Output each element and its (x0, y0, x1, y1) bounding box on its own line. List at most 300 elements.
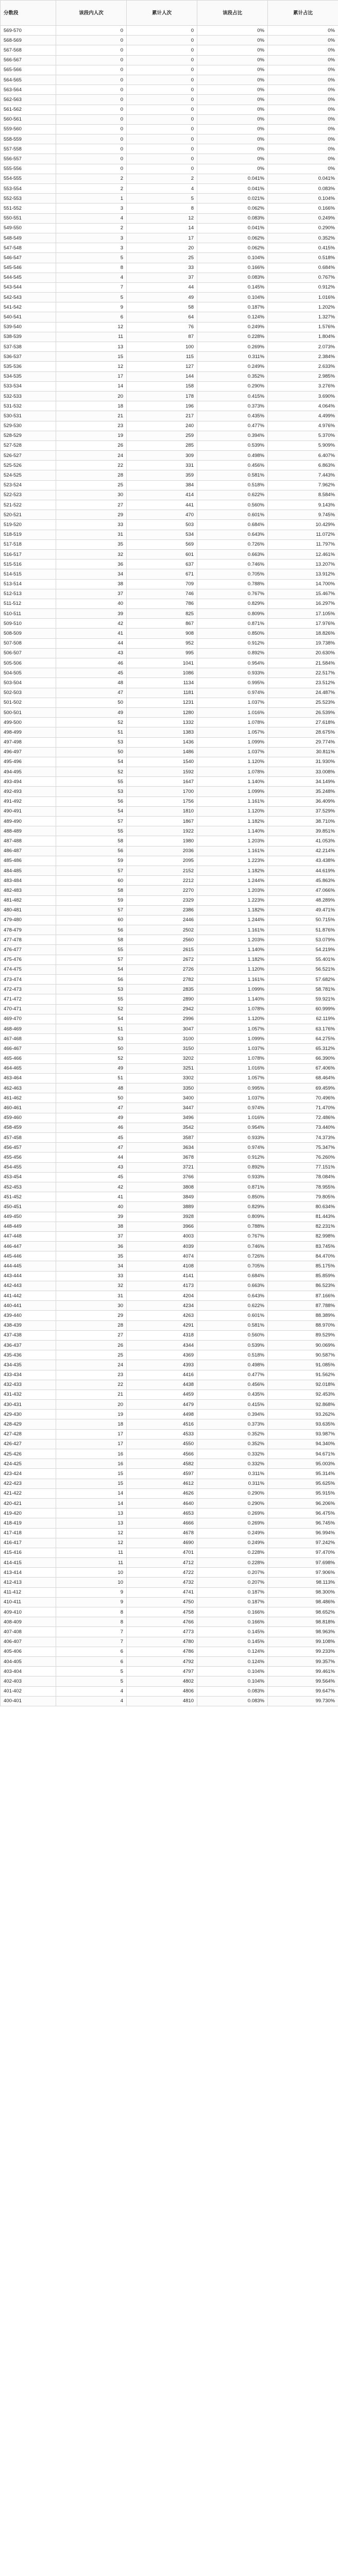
segment-count-cell: 38 (56, 579, 127, 589)
segment-count-cell: 52 (56, 1004, 127, 1014)
cumulative-share-cell: 99.461% (268, 1667, 338, 1676)
table-row (1, 1568, 338, 1578)
cumulative-share-cell: 36.409% (268, 796, 338, 806)
segment-share-cell: 0% (197, 105, 268, 114)
segment-share-cell: 0.518% (197, 480, 268, 490)
cumulative-share-cell: 93.262% (268, 1410, 338, 1419)
cumulative-count-cell: 4732 (127, 1578, 197, 1587)
segment-count-cell: 25 (56, 1350, 127, 1360)
segment-share-cell: 0.352% (197, 1439, 268, 1449)
segment-share-cell: 0.435% (197, 411, 268, 421)
cumulative-count-cell: 4204 (127, 1291, 197, 1301)
cumulative-count-cell: 12 (127, 213, 197, 223)
cumulative-share-cell: 29.774% (268, 737, 338, 747)
segment-share-cell: 0% (197, 95, 268, 105)
segment-share-cell: 0.187% (197, 302, 268, 312)
segment-count-cell: 53 (56, 985, 127, 994)
score-range-cell: 564-565 (1, 75, 56, 84)
cumulative-count-cell: 115 (127, 352, 197, 362)
segment-share-cell: 0.726% (197, 539, 268, 549)
segment-share-cell: 0.933% (197, 1133, 268, 1143)
table-row (1, 1281, 338, 1291)
segment-count-cell: 23 (56, 421, 127, 431)
table-row (1, 985, 338, 994)
table-row (1, 1607, 338, 1617)
score-range-cell: 511-512 (1, 599, 56, 608)
cumulative-share-cell: 19.738% (268, 638, 338, 648)
score-range-cell: 553-554 (1, 184, 56, 194)
cumulative-share-cell: 95.003% (268, 1459, 338, 1469)
score-range-cell: 456-457 (1, 1143, 56, 1153)
segment-count-cell: 25 (56, 480, 127, 490)
cumulative-count-cell: 4550 (127, 1439, 197, 1449)
segment-share-cell: 0.974% (197, 1103, 268, 1113)
table-row (1, 1182, 338, 1192)
segment-count-cell: 55 (56, 945, 127, 955)
score-range-cell: 539-540 (1, 322, 56, 332)
segment-share-cell: 0.643% (197, 1291, 268, 1301)
table-row (1, 718, 338, 727)
table-row (1, 796, 338, 806)
cumulative-share-cell: 80.634% (268, 1202, 338, 1212)
segment-share-cell: 0.228% (197, 332, 268, 342)
cumulative-share-cell: 24.487% (268, 688, 338, 698)
cumulative-count-cell: 1231 (127, 698, 197, 707)
cumulative-count-cell: 0 (127, 85, 197, 95)
segment-share-cell: 0.871% (197, 1182, 268, 1192)
score-range-cell: 551-552 (1, 204, 56, 213)
table-row (1, 411, 338, 421)
table-row (1, 905, 338, 915)
segment-share-cell: 1.203% (197, 836, 268, 846)
header-cumulative-count: 累计人次 (127, 1, 197, 26)
score-range-cell: 436-437 (1, 1340, 56, 1350)
score-range-cell: 552-553 (1, 194, 56, 204)
score-range-cell: 492-493 (1, 787, 56, 796)
cumulative-count-cell: 3966 (127, 1222, 197, 1231)
segment-count-cell: 37 (56, 589, 127, 599)
score-range-cell: 559-560 (1, 124, 56, 134)
cumulative-count-cell: 1647 (127, 777, 197, 787)
score-range-cell: 490-491 (1, 806, 56, 816)
table-row (1, 1113, 338, 1123)
segment-share-cell: 0.041% (197, 184, 268, 194)
cumulative-count-cell: 2560 (127, 935, 197, 945)
segment-count-cell: 4 (56, 1686, 127, 1696)
score-range-cell: 459-460 (1, 1113, 56, 1123)
cumulative-share-cell: 57.682% (268, 975, 338, 985)
cumulative-share-cell: 11.072% (268, 530, 338, 539)
segment-share-cell: 1.140% (197, 994, 268, 1004)
score-range-cell: 418-419 (1, 1518, 56, 1528)
segment-share-cell: 0.311% (197, 1479, 268, 1488)
cumulative-share-cell: 94.340% (268, 1439, 338, 1449)
segment-share-cell: 0.539% (197, 440, 268, 450)
cumulative-share-cell: 77.151% (268, 1162, 338, 1172)
segment-share-cell: 0.601% (197, 1311, 268, 1320)
score-range-cell: 508-509 (1, 629, 56, 638)
score-range-cell: 460-461 (1, 1103, 56, 1113)
cumulative-share-cell: 1.804% (268, 332, 338, 342)
segment-share-cell: 0% (197, 144, 268, 154)
cumulative-count-cell: 4074 (127, 1251, 197, 1261)
segment-count-cell: 21 (56, 411, 127, 421)
cumulative-share-cell: 59.921% (268, 994, 338, 1004)
cumulative-share-cell: 99.108% (268, 1637, 338, 1647)
segment-share-cell: 1.057% (197, 1073, 268, 1083)
cumulative-share-cell: 65.312% (268, 1044, 338, 1054)
table-row (1, 1004, 338, 1014)
cumulative-share-cell: 73.440% (268, 1123, 338, 1132)
segment-count-cell: 32 (56, 549, 127, 559)
segment-count-cell: 45 (56, 1133, 127, 1143)
segment-count-cell: 18 (56, 401, 127, 411)
cumulative-count-cell: 44 (127, 282, 197, 292)
segment-share-cell: 0.394% (197, 1410, 268, 1419)
segment-share-cell: 0.394% (197, 431, 268, 440)
cumulative-count-cell: 4766 (127, 1617, 197, 1627)
segment-count-cell: 14 (56, 381, 127, 391)
score-range-cell: 411-412 (1, 1587, 56, 1597)
cumulative-share-cell: 99.233% (268, 1647, 338, 1656)
cumulative-share-cell: 7.962% (268, 480, 338, 490)
cumulative-count-cell: 144 (127, 371, 197, 381)
cumulative-count-cell: 786 (127, 599, 197, 608)
segment-share-cell: 1.223% (197, 856, 268, 866)
table-row (1, 1330, 338, 1340)
cumulative-share-cell: 4.976% (268, 421, 338, 431)
table-row (1, 1400, 338, 1410)
cumulative-count-cell: 4108 (127, 1261, 197, 1271)
cumulative-count-cell: 2 (127, 174, 197, 183)
score-range-cell: 541-542 (1, 302, 56, 312)
cumulative-share-cell: 6.863% (268, 461, 338, 470)
cumulative-share-cell: 87.788% (268, 1301, 338, 1311)
segment-count-cell: 0 (56, 36, 127, 45)
cumulative-share-cell: 95.314% (268, 1469, 338, 1479)
segment-count-cell: 33 (56, 520, 127, 530)
cumulative-share-cell: 0% (268, 114, 338, 124)
cumulative-count-cell: 2996 (127, 1014, 197, 1024)
cumulative-share-cell: 13.912% (268, 569, 338, 579)
score-range-cell: 432-433 (1, 1380, 56, 1389)
segment-share-cell: 0.041% (197, 223, 268, 233)
cumulative-share-cell: 43.438% (268, 856, 338, 866)
score-range-cell: 503-504 (1, 678, 56, 688)
segment-share-cell: 1.140% (197, 945, 268, 955)
segment-share-cell: 0.415% (197, 391, 268, 401)
cumulative-share-cell: 76.260% (268, 1153, 338, 1162)
cumulative-share-cell: 68.464% (268, 1073, 338, 1083)
segment-count-cell: 45 (56, 668, 127, 678)
segment-share-cell: 0.311% (197, 1469, 268, 1479)
cumulative-count-cell: 2270 (127, 886, 197, 895)
cumulative-count-cell: 4640 (127, 1498, 197, 1508)
segment-share-cell: 0.124% (197, 312, 268, 322)
cumulative-share-cell: 27.618% (268, 718, 338, 727)
score-range-cell: 400-401 (1, 1696, 56, 1706)
segment-share-cell: 0.062% (197, 204, 268, 213)
cumulative-count-cell: 1810 (127, 806, 197, 816)
score-range-cell: 428-429 (1, 1419, 56, 1429)
table-row (1, 549, 338, 559)
segment-share-cell: 0.684% (197, 1271, 268, 1281)
cumulative-count-cell: 0 (127, 114, 197, 124)
cumulative-share-cell: 90.069% (268, 1340, 338, 1350)
table-row (1, 1498, 338, 1508)
cumulative-share-cell: 87.166% (268, 1291, 338, 1301)
table-row (1, 737, 338, 747)
cumulative-share-cell: 17.976% (268, 619, 338, 629)
score-range-cell: 444-445 (1, 1261, 56, 1271)
table-row (1, 1133, 338, 1143)
cumulative-share-cell: 79.805% (268, 1192, 338, 1202)
cumulative-share-cell: 0% (268, 134, 338, 144)
table-row (1, 263, 338, 273)
segment-share-cell: 1.140% (197, 777, 268, 787)
table-row (1, 668, 338, 678)
segment-count-cell: 16 (56, 1459, 127, 1469)
segment-count-cell: 24 (56, 1360, 127, 1370)
cumulative-share-cell: 0% (268, 124, 338, 134)
score-range-cell: 419-420 (1, 1509, 56, 1518)
segment-share-cell: 0.187% (197, 1597, 268, 1607)
cumulative-count-cell: 3634 (127, 1143, 197, 1153)
table-row (1, 1212, 338, 1222)
segment-share-cell: 0.829% (197, 599, 268, 608)
table-row (1, 1063, 338, 1073)
cumulative-count-cell: 100 (127, 342, 197, 352)
cumulative-count-cell: 4291 (127, 1320, 197, 1330)
score-range-cell: 453-454 (1, 1172, 56, 1182)
table-row (1, 1548, 338, 1557)
score-range-cell: 429-430 (1, 1410, 56, 1419)
segment-count-cell: 56 (56, 846, 127, 856)
segment-share-cell: 0% (197, 36, 268, 45)
table-row (1, 589, 338, 599)
segment-count-cell: 26 (56, 1340, 127, 1350)
segment-count-cell: 15 (56, 352, 127, 362)
cumulative-count-cell: 3400 (127, 1093, 197, 1103)
cumulative-share-cell: 48.289% (268, 895, 338, 905)
segment-share-cell: 0.352% (197, 1429, 268, 1439)
cumulative-share-cell: 0.518% (268, 253, 338, 263)
cumulative-count-cell: 4750 (127, 1597, 197, 1607)
table-row (1, 955, 338, 964)
score-range-cell: 538-539 (1, 332, 56, 342)
score-range-cell: 455-456 (1, 1153, 56, 1162)
cumulative-share-cell: 30.811% (268, 747, 338, 757)
segment-share-cell: 0.311% (197, 352, 268, 362)
score-range-cell: 505-506 (1, 658, 56, 668)
score-range-cell: 462-463 (1, 1083, 56, 1093)
score-range-cell: 568-569 (1, 36, 56, 45)
cumulative-share-cell: 2.985% (268, 371, 338, 381)
segment-share-cell: 1.182% (197, 866, 268, 875)
segment-share-cell: 0.518% (197, 1350, 268, 1360)
table-row (1, 1528, 338, 1538)
segment-count-cell: 53 (56, 737, 127, 747)
segment-count-cell: 50 (56, 698, 127, 707)
segment-count-cell: 3 (56, 243, 127, 253)
score-range-cell: 475-476 (1, 955, 56, 964)
cumulative-count-cell: 4263 (127, 1311, 197, 1320)
table-row (1, 134, 338, 144)
table-row (1, 1123, 338, 1132)
score-range-cell: 449-450 (1, 1212, 56, 1222)
table-row (1, 836, 338, 846)
table-row (1, 560, 338, 569)
segment-share-cell: 0.933% (197, 668, 268, 678)
cumulative-share-cell: 99.357% (268, 1656, 338, 1666)
cumulative-count-cell: 3678 (127, 1153, 197, 1162)
table-row (1, 253, 338, 263)
cumulative-count-cell: 4498 (127, 1410, 197, 1419)
segment-count-cell: 52 (56, 718, 127, 727)
cumulative-count-cell: 0 (127, 134, 197, 144)
score-range-cell: 420-421 (1, 1498, 56, 1508)
cumulative-count-cell: 952 (127, 638, 197, 648)
cumulative-count-cell: 4173 (127, 1281, 197, 1291)
segment-share-cell: 0.269% (197, 1518, 268, 1528)
segment-share-cell: 0.581% (197, 1320, 268, 1330)
cumulative-count-cell: 1086 (127, 668, 197, 678)
segment-count-cell: 27 (56, 500, 127, 510)
score-range-cell: 416-417 (1, 1538, 56, 1548)
segment-share-cell: 1.244% (197, 915, 268, 925)
segment-count-cell: 38 (56, 1222, 127, 1231)
table-row (1, 619, 338, 629)
segment-share-cell: 0% (197, 26, 268, 36)
table-row (1, 204, 338, 213)
segment-share-cell: 0% (197, 164, 268, 174)
segment-share-cell: 1.182% (197, 905, 268, 915)
cumulative-count-cell: 384 (127, 480, 197, 490)
segment-share-cell: 0.290% (197, 1498, 268, 1508)
segment-share-cell: 0.104% (197, 253, 268, 263)
cumulative-count-cell: 3251 (127, 1063, 197, 1073)
score-range-cell: 450-451 (1, 1202, 56, 1212)
segment-share-cell: 0.062% (197, 243, 268, 253)
segment-share-cell: 0.166% (197, 1607, 268, 1617)
cumulative-count-cell: 0 (127, 154, 197, 164)
score-range-cell: 433-434 (1, 1370, 56, 1380)
cumulative-share-cell: 0% (268, 95, 338, 105)
cumulative-share-cell: 62.119% (268, 1014, 338, 1024)
segment-share-cell: 0.643% (197, 530, 268, 539)
segment-share-cell: 0.767% (197, 1231, 268, 1241)
segment-count-cell: 40 (56, 1202, 127, 1212)
cumulative-share-cell: 0% (268, 26, 338, 36)
score-range-cell: 525-526 (1, 461, 56, 470)
score-range-cell: 410-411 (1, 1597, 56, 1607)
cumulative-share-cell: 1.327% (268, 312, 338, 322)
table-row (1, 579, 338, 589)
table-row (1, 688, 338, 698)
table-row (1, 1389, 338, 1399)
segment-count-cell: 15 (56, 1469, 127, 1479)
table-row (1, 1301, 338, 1311)
score-range-cell: 532-533 (1, 391, 56, 401)
cumulative-share-cell: 67.406% (268, 1063, 338, 1073)
segment-share-cell: 0.083% (197, 1696, 268, 1706)
segment-share-cell: 0.104% (197, 1676, 268, 1686)
score-range-cell: 509-510 (1, 619, 56, 629)
segment-share-cell: 0.415% (197, 1400, 268, 1410)
segment-count-cell: 46 (56, 1123, 127, 1132)
cumulative-share-cell: 5.909% (268, 440, 338, 450)
table-row (1, 302, 338, 312)
cumulative-share-cell: 63.176% (268, 1024, 338, 1033)
table-row (1, 1538, 338, 1548)
table-row (1, 1014, 338, 1024)
score-range-cell: 443-444 (1, 1271, 56, 1281)
segment-count-cell: 0 (56, 114, 127, 124)
table-row (1, 105, 338, 114)
segment-count-cell: 13 (56, 342, 127, 352)
segment-count-cell: 57 (56, 866, 127, 875)
cumulative-count-cell: 3808 (127, 1182, 197, 1192)
score-range-cell: 488-489 (1, 826, 56, 836)
segment-share-cell: 0% (197, 75, 268, 84)
cumulative-count-cell: 3496 (127, 1113, 197, 1123)
cumulative-share-cell: 94.671% (268, 1449, 338, 1459)
segment-share-cell: 1.037% (197, 1044, 268, 1054)
cumulative-share-cell: 98.652% (268, 1607, 338, 1617)
cumulative-share-cell: 56.521% (268, 964, 338, 974)
cumulative-share-cell: 82.231% (268, 1222, 338, 1231)
score-range-cell: 452-453 (1, 1182, 56, 1192)
segment-share-cell: 0.933% (197, 1172, 268, 1182)
cumulative-share-cell: 0.104% (268, 194, 338, 204)
cumulative-share-cell: 98.113% (268, 1578, 338, 1587)
score-range-cell: 521-522 (1, 500, 56, 510)
segment-count-cell: 56 (56, 796, 127, 806)
cumulative-share-cell: 0.767% (268, 273, 338, 282)
score-range-cell: 458-459 (1, 1123, 56, 1132)
cumulative-count-cell: 2152 (127, 866, 197, 875)
table-row (1, 1311, 338, 1320)
score-range-cell: 454-455 (1, 1162, 56, 1172)
table-row (1, 164, 338, 174)
table-row (1, 1509, 338, 1518)
cumulative-share-cell: 20.630% (268, 648, 338, 658)
cumulative-count-cell: 4806 (127, 1686, 197, 1696)
segment-share-cell: 0.995% (197, 678, 268, 688)
header-row (1, 1, 338, 26)
table-row (1, 1637, 338, 1647)
cumulative-share-cell: 9.745% (268, 510, 338, 520)
segment-count-cell: 58 (56, 935, 127, 945)
segment-count-cell: 20 (56, 1400, 127, 1410)
table-row (1, 1479, 338, 1488)
score-range-cell: 519-520 (1, 520, 56, 530)
segment-count-cell: 18 (56, 1419, 127, 1429)
cumulative-share-cell: 44.619% (268, 866, 338, 875)
cumulative-share-cell: 54.219% (268, 945, 338, 955)
segment-count-cell: 3 (56, 233, 127, 243)
segment-count-cell: 6 (56, 1647, 127, 1656)
segment-count-cell: 59 (56, 895, 127, 905)
segment-share-cell: 0.145% (197, 282, 268, 292)
cumulative-count-cell: 4802 (127, 1676, 197, 1686)
cumulative-count-cell: 4582 (127, 1459, 197, 1469)
score-range-cell: 483-484 (1, 876, 56, 886)
cumulative-count-cell: 5 (127, 194, 197, 204)
cumulative-share-cell: 51.876% (268, 925, 338, 935)
table-row (1, 352, 338, 362)
cumulative-count-cell: 76 (127, 322, 197, 332)
